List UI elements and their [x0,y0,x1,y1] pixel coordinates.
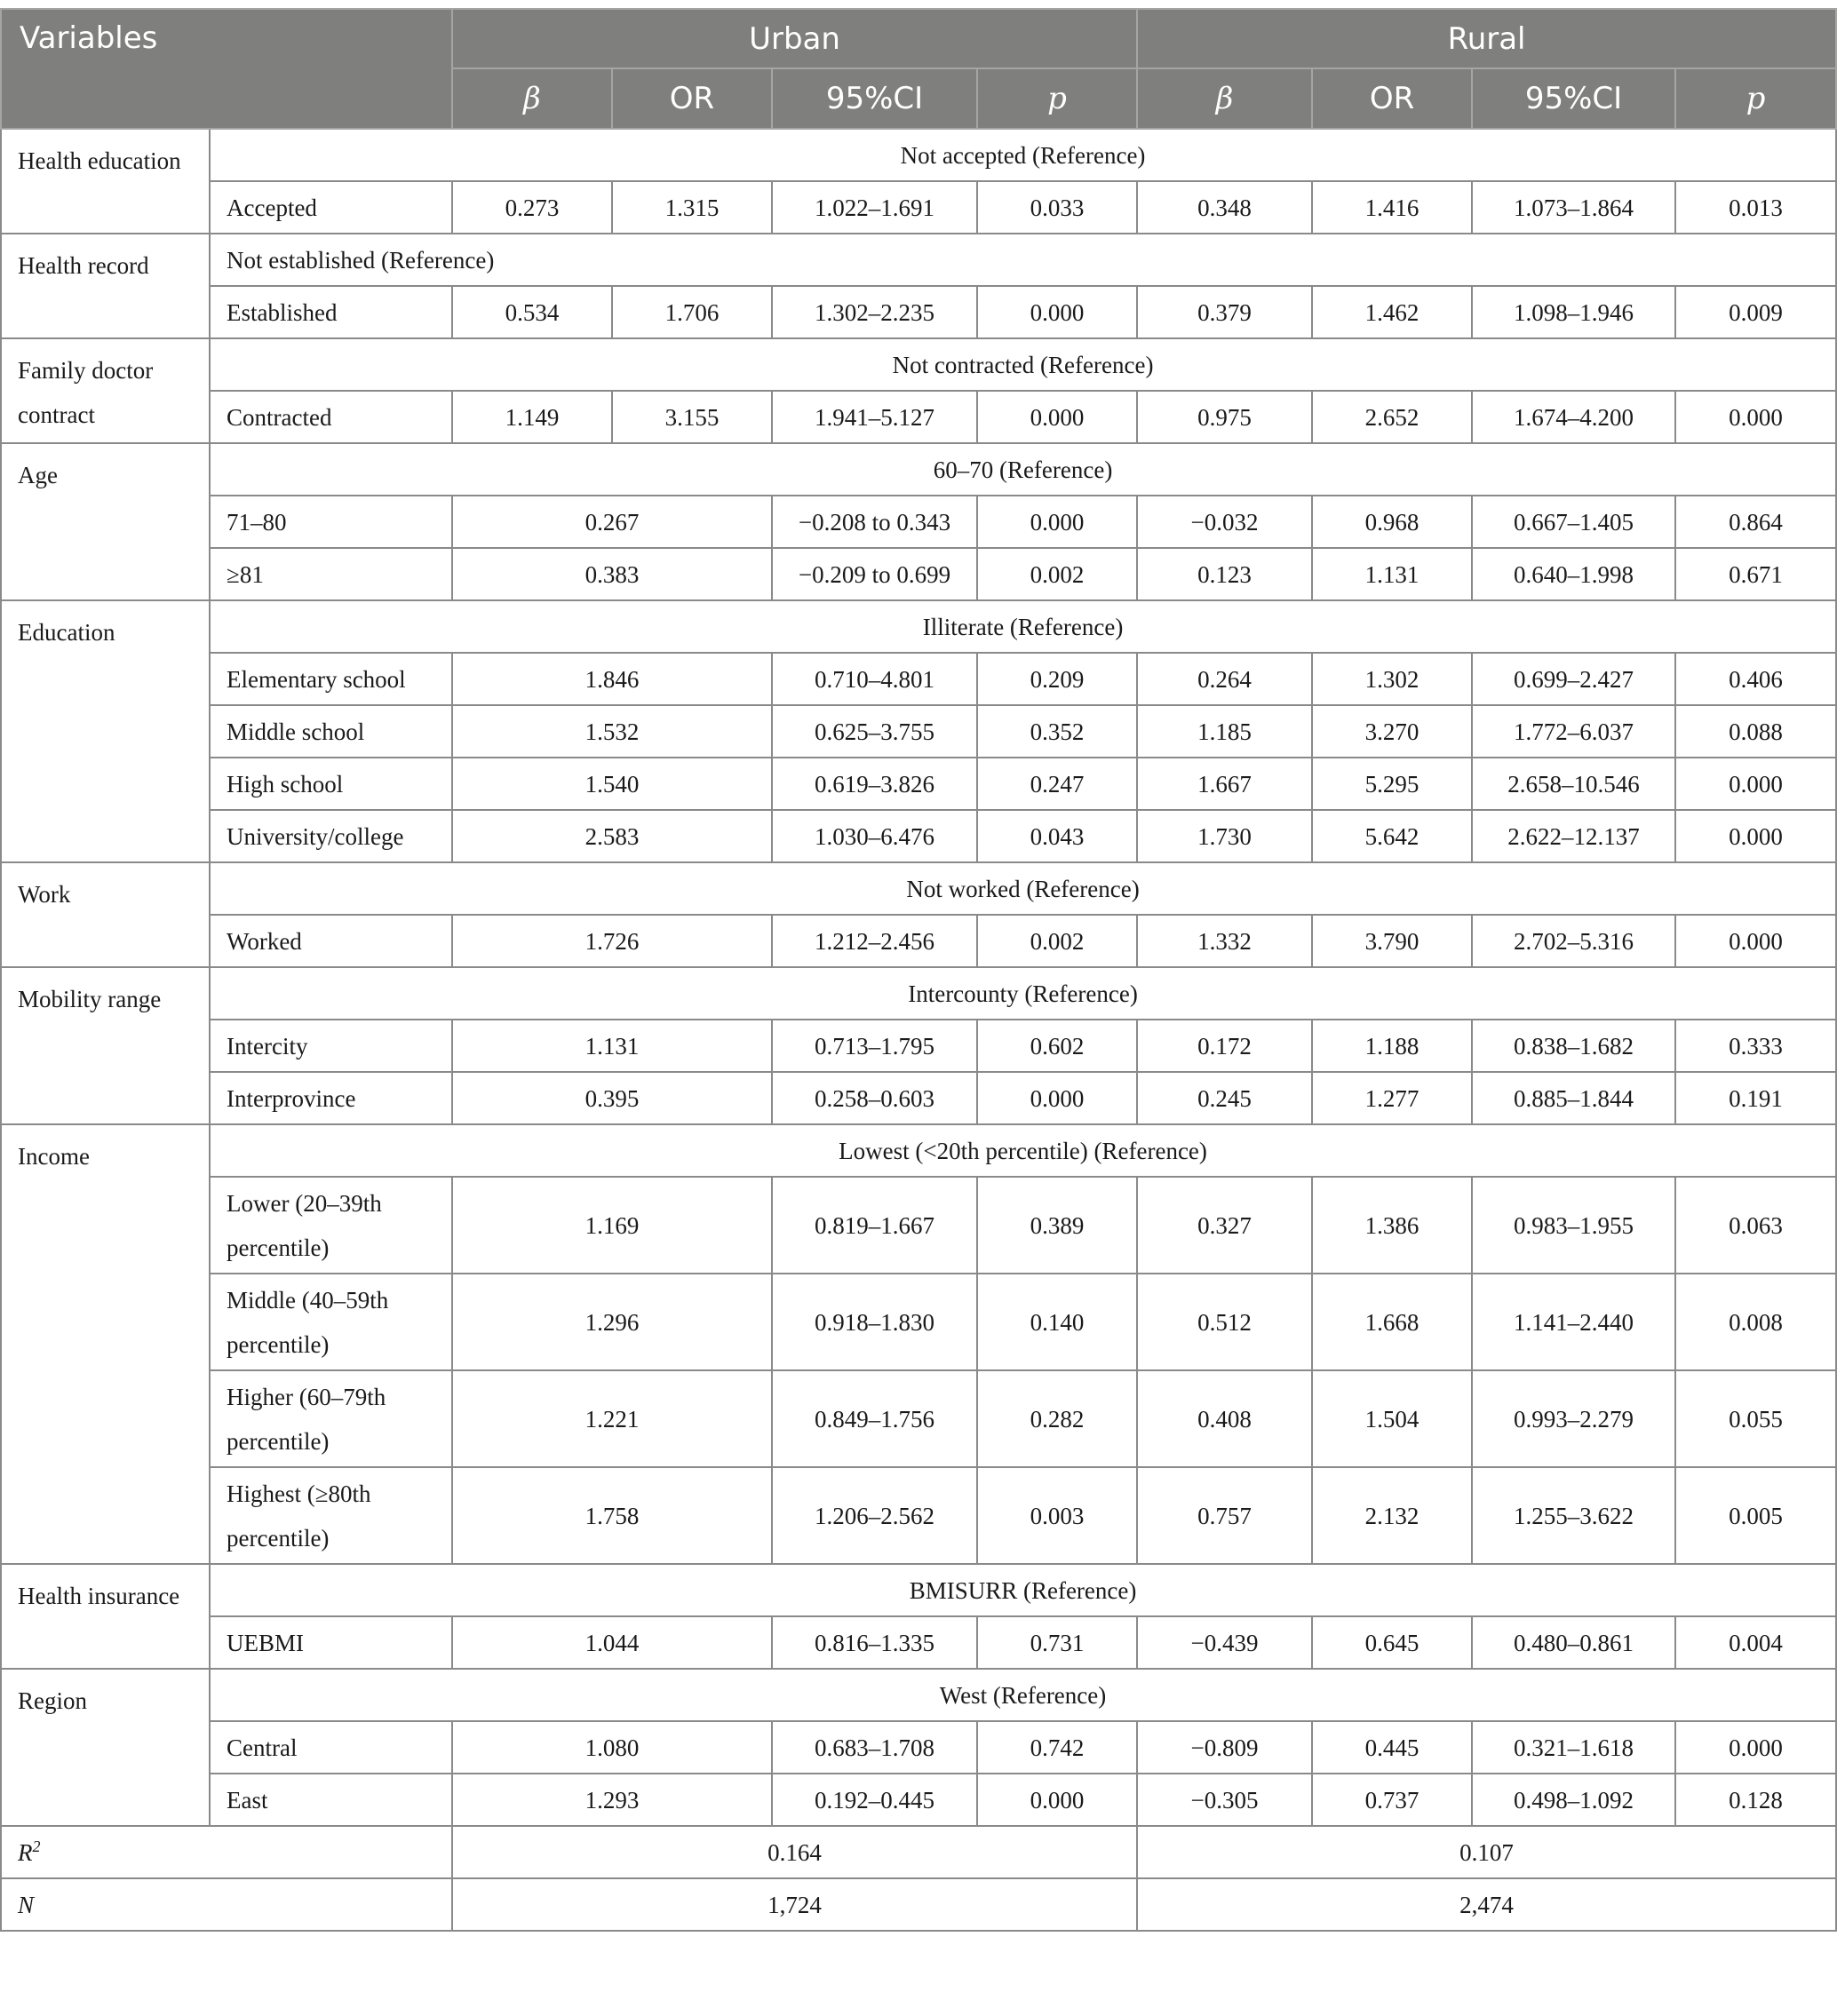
rural-p: 0.088 [1675,705,1836,758]
rural-or: 1.668 [1312,1274,1472,1370]
urban-beta-or: 1.221 [452,1370,772,1467]
rural-beta: 0.172 [1137,1020,1312,1072]
rural-beta: 1.332 [1137,915,1312,967]
level-label: High school [210,758,452,810]
rural-ci: 0.838–1.682 [1472,1020,1675,1072]
rural-beta-header: β [1137,68,1312,129]
urban-p: 0.033 [977,181,1137,234]
urban-beta-or: 1.293 [452,1774,772,1826]
urban-p: 0.002 [977,548,1137,600]
rural-ci: 0.993–2.279 [1472,1370,1675,1467]
urban-beta-or: 1.080 [452,1721,772,1774]
urban-ci: 0.258–0.603 [772,1072,977,1124]
level-label: Interprovince [210,1072,452,1124]
table-row [1,600,1836,653]
urban-p: 0.000 [977,1774,1137,1826]
variable-label: Health insurance [1,1564,210,1669]
urban-or: 1.315 [612,181,772,234]
table-header [1,9,1836,129]
table-row [1,1616,1836,1669]
rural-beta: 1.730 [1137,810,1312,862]
urban-beta-or: 1.169 [452,1177,772,1274]
rural-p: 0.063 [1675,1177,1836,1274]
level-label: Elementary school [210,653,452,705]
urban-beta-or: 1.044 [452,1616,772,1669]
urban-ci: 1.022–1.691 [772,181,977,234]
table-row [1,758,1836,810]
rural-p: 0.013 [1675,181,1836,234]
urban-p: 0.003 [977,1467,1137,1564]
level-label: Central [210,1721,452,1774]
table-row [1,129,1836,181]
r2-label: $R^2$ [1,1826,452,1878]
rural-or: 1.188 [1312,1020,1472,1072]
rural-p: 0.055 [1675,1370,1836,1467]
urban-ci: 1.941–5.127 [772,391,977,443]
variable-label: Family doctor contract [1,338,210,443]
urban-beta-or: 1.540 [452,758,772,810]
table-row [1,234,1836,286]
r2-row [1,1826,1836,1878]
level-label: ≥81 [210,548,452,600]
rural-ci-header: 95%CI [1472,68,1675,129]
rural-ci: 0.885–1.844 [1472,1072,1675,1124]
rural-beta: 1.185 [1137,705,1312,758]
rural-or: 1.277 [1312,1072,1472,1124]
urban-p: 0.000 [977,286,1137,338]
rural-ci: 1.772–6.037 [1472,705,1675,758]
level-label: Accepted [210,181,452,234]
urban-p: 0.002 [977,915,1137,967]
urban-ci: −0.209 to 0.699 [772,548,977,600]
table-row [1,653,1836,705]
urban-beta-or: 0.395 [452,1072,772,1124]
rural-beta: 0.975 [1137,391,1312,443]
urban-or: 3.155 [612,391,772,443]
urban-ci: 1.212–2.456 [772,915,977,967]
reference-cell: Not worked (Reference) [210,862,1836,915]
rural-or: 1.504 [1312,1370,1472,1467]
rural-ci: 1.098–1.946 [1472,286,1675,338]
rural-or: 0.445 [1312,1721,1472,1774]
rural-p: 0.000 [1675,1721,1836,1774]
table-row [1,338,1836,391]
level-label: Middle (40–59th percentile) [210,1274,452,1370]
urban-beta-or: 1.726 [452,915,772,967]
level-label: Contracted [210,391,452,443]
rural-ci: 2.702–5.316 [1472,915,1675,967]
level-label: Lower (20–39th percentile) [210,1177,452,1274]
table-row [1,1020,1836,1072]
urban-or: 1.706 [612,286,772,338]
rural-or: 1.302 [1312,653,1472,705]
level-label: University/college [210,810,452,862]
rural-p: 0.004 [1675,1616,1836,1669]
reference-cell: West (Reference) [210,1669,1836,1721]
table-row [1,1124,1836,1177]
rural-beta: 0.264 [1137,653,1312,705]
urban-beta: 1.149 [452,391,612,443]
table-row [1,967,1836,1020]
table-row [1,1370,1836,1467]
n-rural: 2,474 [1137,1878,1836,1931]
urban-ci: 1.302–2.235 [772,286,977,338]
rural-or: 1.386 [1312,1177,1472,1274]
urban-ci: 0.849–1.756 [772,1370,977,1467]
rural-or: 1.462 [1312,286,1472,338]
table-row [1,1177,1836,1274]
table-row [1,443,1836,496]
urban-p: 0.282 [977,1370,1137,1467]
variable-label: Health education [1,129,210,234]
rural-or: 2.132 [1312,1467,1472,1564]
rural-or: 2.652 [1312,391,1472,443]
table-row [1,862,1836,915]
rural-ci: 0.480–0.861 [1472,1616,1675,1669]
rural-beta: 0.348 [1137,181,1312,234]
table-row [1,915,1836,967]
urban-p: 0.352 [977,705,1137,758]
urban-beta-or: 0.383 [452,548,772,600]
urban-beta-or: 1.846 [452,653,772,705]
table-body [1,129,1836,1931]
table-row [1,1072,1836,1124]
urban-ci-header: 95%CI [772,68,977,129]
urban-ci: 0.625–3.755 [772,705,977,758]
rural-p: 0.000 [1675,810,1836,862]
rural-ci: 0.983–1.955 [1472,1177,1675,1274]
rural-or: 5.295 [1312,758,1472,810]
rural-or: 1.416 [1312,181,1472,234]
level-label: Middle school [210,705,452,758]
variable-label: Education [1,600,210,862]
urban-ci: 0.710–4.801 [772,653,977,705]
rural-p: 0.000 [1675,758,1836,810]
rural-p: 0.191 [1675,1072,1836,1124]
reference-cell: Intercounty (Reference) [210,967,1836,1020]
urban-p: 0.043 [977,810,1137,862]
rural-ci: 2.622–12.137 [1472,810,1675,862]
urban-ci: 0.619–3.826 [772,758,977,810]
urban-beta: 0.273 [452,181,612,234]
rural-p: 0.009 [1675,286,1836,338]
n-row [1,1878,1836,1931]
level-label: Highest (≥80th percentile) [210,1467,452,1564]
rural-ci: 1.073–1.864 [1472,181,1675,234]
reference-cell: Not contracted (Reference) [210,338,1836,391]
urban-header: Urban [452,9,1137,68]
rural-beta: −0.032 [1137,496,1312,548]
urban-p: 0.731 [977,1616,1137,1669]
rural-ci: 0.640–1.998 [1472,548,1675,600]
urban-p: 0.209 [977,653,1137,705]
level-label: Worked [210,915,452,967]
level-label: Established [210,286,452,338]
variable-label: Health record [1,234,210,338]
rural-beta: 0.327 [1137,1177,1312,1274]
table-row [1,1274,1836,1370]
urban-beta-or: 1.532 [452,705,772,758]
reference-cell: Lowest (<20th percentile) (Reference) [210,1124,1836,1177]
rural-ci: 0.699–2.427 [1472,653,1675,705]
table-row [1,1774,1836,1826]
n-urban: 1,724 [452,1878,1137,1931]
rural-beta: −0.439 [1137,1616,1312,1669]
variables-header: Variables [1,9,452,129]
urban-p: 0.247 [977,758,1137,810]
urban-beta-or: 2.583 [452,810,772,862]
rural-beta: 1.667 [1137,758,1312,810]
rural-p: 0.406 [1675,653,1836,705]
rural-ci: 0.321–1.618 [1472,1721,1675,1774]
table-row [1,286,1836,338]
rural-header: Rural [1137,9,1836,68]
reference-cell: Not established (Reference) [210,234,1836,286]
rural-beta: 0.245 [1137,1072,1312,1124]
rural-or: 1.131 [1312,548,1472,600]
table-row [1,1721,1836,1774]
urban-p: 0.602 [977,1020,1137,1072]
regression-table [0,8,1837,1932]
rural-or-header: OR [1312,68,1472,129]
table-row [1,1564,1836,1616]
r2-rural: 0.107 [1137,1826,1836,1878]
rural-or: 0.645 [1312,1616,1472,1669]
urban-ci: 0.819–1.667 [772,1177,977,1274]
rural-p: 0.000 [1675,915,1836,967]
urban-p: 0.000 [977,496,1137,548]
urban-beta-or: 1.296 [452,1274,772,1370]
rural-p-header: p [1675,68,1836,129]
rural-ci: 0.498–1.092 [1472,1774,1675,1826]
variable-label: Mobility range [1,967,210,1124]
rural-beta: −0.305 [1137,1774,1312,1826]
variable-label: Region [1,1669,210,1826]
rural-beta: 0.123 [1137,548,1312,600]
level-label: East [210,1774,452,1826]
table-row [1,810,1836,862]
n-label: N [1,1878,452,1931]
urban-ci: 0.192–0.445 [772,1774,977,1826]
table-row [1,1669,1836,1721]
variable-label: Income [1,1124,210,1564]
rural-p: 0.671 [1675,548,1836,600]
reference-cell: BMISURR (Reference) [210,1564,1836,1616]
rural-p: 0.000 [1675,391,1836,443]
urban-p: 0.000 [977,391,1137,443]
table-row [1,705,1836,758]
level-label: Higher (60–79th percentile) [210,1370,452,1467]
rural-p: 0.333 [1675,1020,1836,1072]
reference-cell: 60–70 (Reference) [210,443,1836,496]
table-row [1,391,1836,443]
level-label: Intercity [210,1020,452,1072]
rural-or: 0.737 [1312,1774,1472,1826]
table-row [1,496,1836,548]
rural-beta: 0.408 [1137,1370,1312,1467]
rural-p: 0.864 [1675,496,1836,548]
r2-urban: 0.164 [452,1826,1137,1878]
rural-ci: 2.658–10.546 [1472,758,1675,810]
rural-or: 3.270 [1312,705,1472,758]
rural-beta: 0.757 [1137,1467,1312,1564]
rural-or: 5.642 [1312,810,1472,862]
rural-ci: 0.667–1.405 [1472,496,1675,548]
rural-beta: 0.379 [1137,286,1312,338]
level-label: 71–80 [210,496,452,548]
table-row [1,548,1836,600]
rural-ci: 1.255–3.622 [1472,1467,1675,1564]
reference-cell: Not accepted (Reference) [210,129,1836,181]
rural-or: 3.790 [1312,915,1472,967]
rural-ci: 1.674–4.200 [1472,391,1675,443]
rural-p: 0.005 [1675,1467,1836,1564]
rural-beta: 0.512 [1137,1274,1312,1370]
urban-or-header: OR [612,68,772,129]
table-row [1,181,1836,234]
urban-ci: 0.816–1.335 [772,1616,977,1669]
rural-p: 0.128 [1675,1774,1836,1826]
urban-ci: 0.713–1.795 [772,1020,977,1072]
urban-beta-header: β [452,68,612,129]
urban-ci: −0.208 to 0.343 [772,496,977,548]
table-row [1,1467,1836,1564]
urban-p: 0.742 [977,1721,1137,1774]
urban-beta-or: 0.267 [452,496,772,548]
urban-ci: 1.206–2.562 [772,1467,977,1564]
rural-p: 0.008 [1675,1274,1836,1370]
urban-p: 0.389 [977,1177,1137,1274]
rural-or: 0.968 [1312,496,1472,548]
urban-p-header: p [977,68,1137,129]
level-label: UEBMI [210,1616,452,1669]
urban-ci: 1.030–6.476 [772,810,977,862]
variable-label: Work [1,862,210,967]
urban-beta-or: 1.131 [452,1020,772,1072]
urban-ci: 0.683–1.708 [772,1721,977,1774]
variable-label: Age [1,443,210,600]
urban-beta: 0.534 [452,286,612,338]
reference-cell: Illiterate (Reference) [210,600,1836,653]
urban-ci: 0.918–1.830 [772,1274,977,1370]
rural-ci: 1.141–2.440 [1472,1274,1675,1370]
rural-beta: −0.809 [1137,1721,1312,1774]
urban-p: 0.000 [977,1072,1137,1124]
urban-p: 0.140 [977,1274,1137,1370]
urban-beta-or: 1.758 [452,1467,772,1564]
